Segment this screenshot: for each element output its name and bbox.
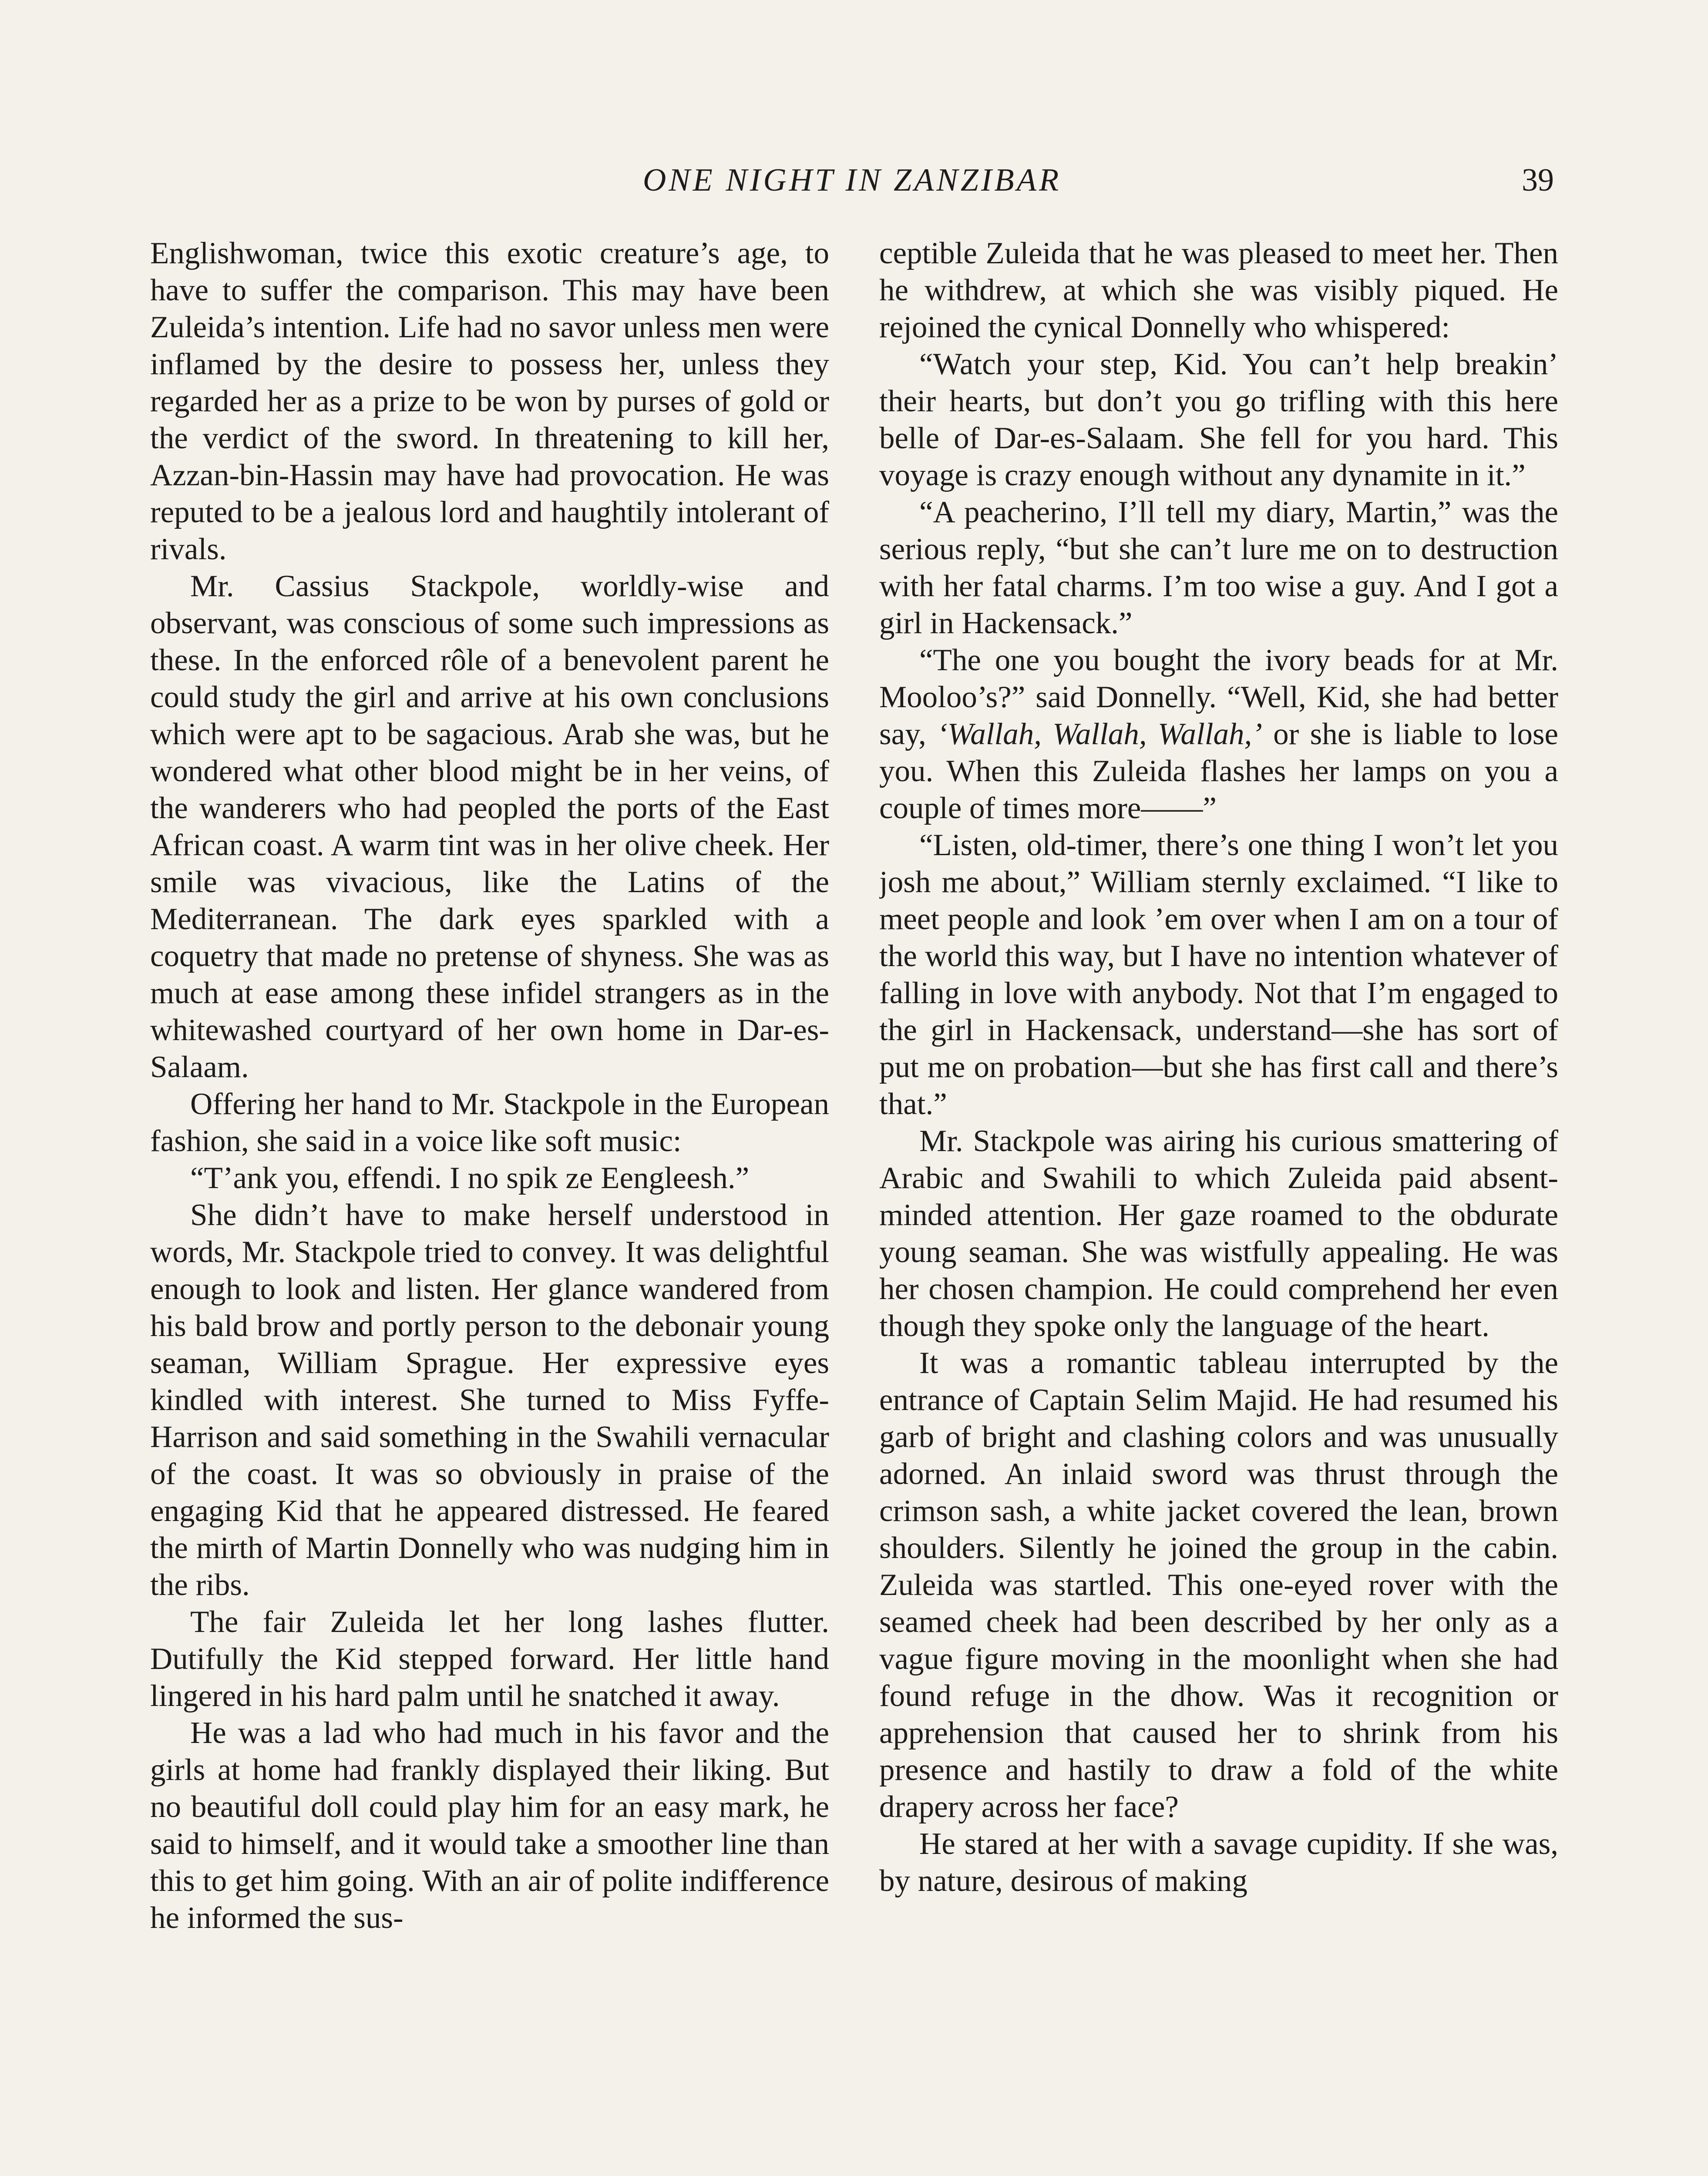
paragraph: The fair Zuleida let her long lashes flutter. Dutifully the Kid stepped forward. Her little hand lingered in his hard palm until he snatched it away.: [150, 1605, 829, 1713]
paragraph: “A peacherino, I’ll tell my diary, Martin,” was the serious reply, “but she can’t lure me on to destruction with her fatal charms. I’m too wise a guy. And I got a girl in Hackensack.”: [879, 495, 1558, 640]
italic-text: ‘Wallah, Wallah, Wallah,’: [937, 717, 1262, 751]
paragraph: [879, 642, 1558, 827]
page-number: 39: [1522, 162, 1554, 198]
paragraph: Mr. Cassius Stackpole, worldly-wise and observant, was conscious of some such impressions as these. In the enforced rôle of a benevolent parent he could study the girl and arrive at his own conclusions which were apt to be sagacious. Arab she was, but he wondered what other blood might be in her veins, of the wanderers who had peopled the ports of the East African coast. A warm tint was in her olive cheek. Her smile was vivacious, like the Latins of the Mediterranean. The dark eyes sparkled with a coquetry that made no pretense of shyness. She was as much at ease among these infidel strangers as in the whitewashed courtyard of her own home in Dar-es-Salaam.: [150, 569, 829, 1084]
paragraph: It was a romantic tableau interrupted by the entrance of Captain Selim Majid. He had resumed his garb of bright and clashing colors and was unusually adorned. An inlaid sword was thrust through the crimson sash, a white jacket covered the lean, brown shoulders. Silently he joined the group in the cabin. Zuleida was startled. This one-eyed rover with the seamed cheek had been described by her only as a vague figure moving in the moonlight when she had found refuge in the dhow. Was it recognition or apprehension that caused her to shrink from his presence and hastily to draw a fold of the white drapery across her face?: [879, 1346, 1558, 1824]
paragraph: He was a lad who had much in his favor and the girls at home had frankly displayed their liking. But no beautiful doll could play him for an easy mark, he said to himself, and it would take a smoother line than this to get him going. With an air of polite indifference he informed the sus-: [150, 1716, 829, 1935]
text-run: or she is liable to lose you. When this Zuleida flashes her lamps on you a couple of times more——”: [879, 717, 1558, 825]
running-title: ONE NIGHT IN ZANZIBAR: [642, 162, 1062, 198]
paragraph: “T’ank you, effendi. I no spik ze Eengleesh.”: [190, 1161, 750, 1195]
paragraph: Mr. Stackpole was airing his curious smattering of Arabic and Swahili to which Zuleida paid absent-minded attention. Her gaze roamed to the obdurate young seaman. She was wistfully appealing. He was her chosen champion. He could comprehend her even though they spoke only the language of the heart.: [879, 1124, 1558, 1343]
paragraph: “Watch your step, Kid. You can’t help breakin’ their hearts, but don’t you go trifling with this here belle of Dar-es-Salaam. She fell for you hard. This voyage is crazy enough without any dynamite in it.”: [879, 347, 1558, 492]
paragraph: He stared at her with a savage cupidity. If she was, by nature, desirous of making: [879, 1827, 1558, 1898]
paragraph: Offering her hand to Mr. Stackpole in the European fashion, she said in a voice like soft music:: [150, 1087, 829, 1158]
text-run: “The one you bought the ivory beads for at Mr. Mooloo’s?” said Donnelly. “Well, Kid, she had better say,: [879, 643, 1558, 751]
page-header: [150, 162, 1554, 205]
left-column: [150, 235, 829, 2176]
paragraph: ceptible Zuleida that he was pleased to meet her. Then he withdrew, at which she was visibly piqued. He rejoined the cynical Donnelly who whispered:: [879, 236, 1558, 344]
paragraph: “Listen, old-timer, there’s one thing I won’t let you josh me about,” William sternly exclaimed. “I like to meet people and look ’em over when I am on a tour of the world this way, but I have no intention whatever of falling in love with anybody. Not that I’m engaged to the girl in Hackensack, understand—she has sort of put me on probation—but she has first call and there’s that.”: [879, 828, 1558, 1121]
right-column: [879, 235, 1558, 2176]
text-columns: [150, 235, 1558, 2176]
paragraph: Englishwoman, twice this exotic creature’s age, to have to suffer the comparison. This may have been Zuleida’s intention. Life had no savor unless men were inflamed by the desire to possess her, unless they regarded her as a prize to be won by purses of gold or the verdict of the sword. In threatening to kill her, Azzan-bin-Hassin may have had provocation. He was reputed to be a jealous lord and haughtily intolerant of rivals.: [150, 236, 829, 566]
paragraph: She didn’t have to make herself understood in words, Mr. Stackpole tried to convey. It was delightful enough to look and listen. Her glance wandered from his bald brow and portly person to the debonair young seaman, William Sprague. Her expressive eyes kindled with interest. She turned to Miss Fyffe-Harrison and said something in the Swahili vernacular of the coast. It was so obviously in praise of the engaging Kid that he appeared distressed. He feared the mirth of Martin Donnelly who was nudging him in the ribs.: [150, 1198, 829, 1602]
